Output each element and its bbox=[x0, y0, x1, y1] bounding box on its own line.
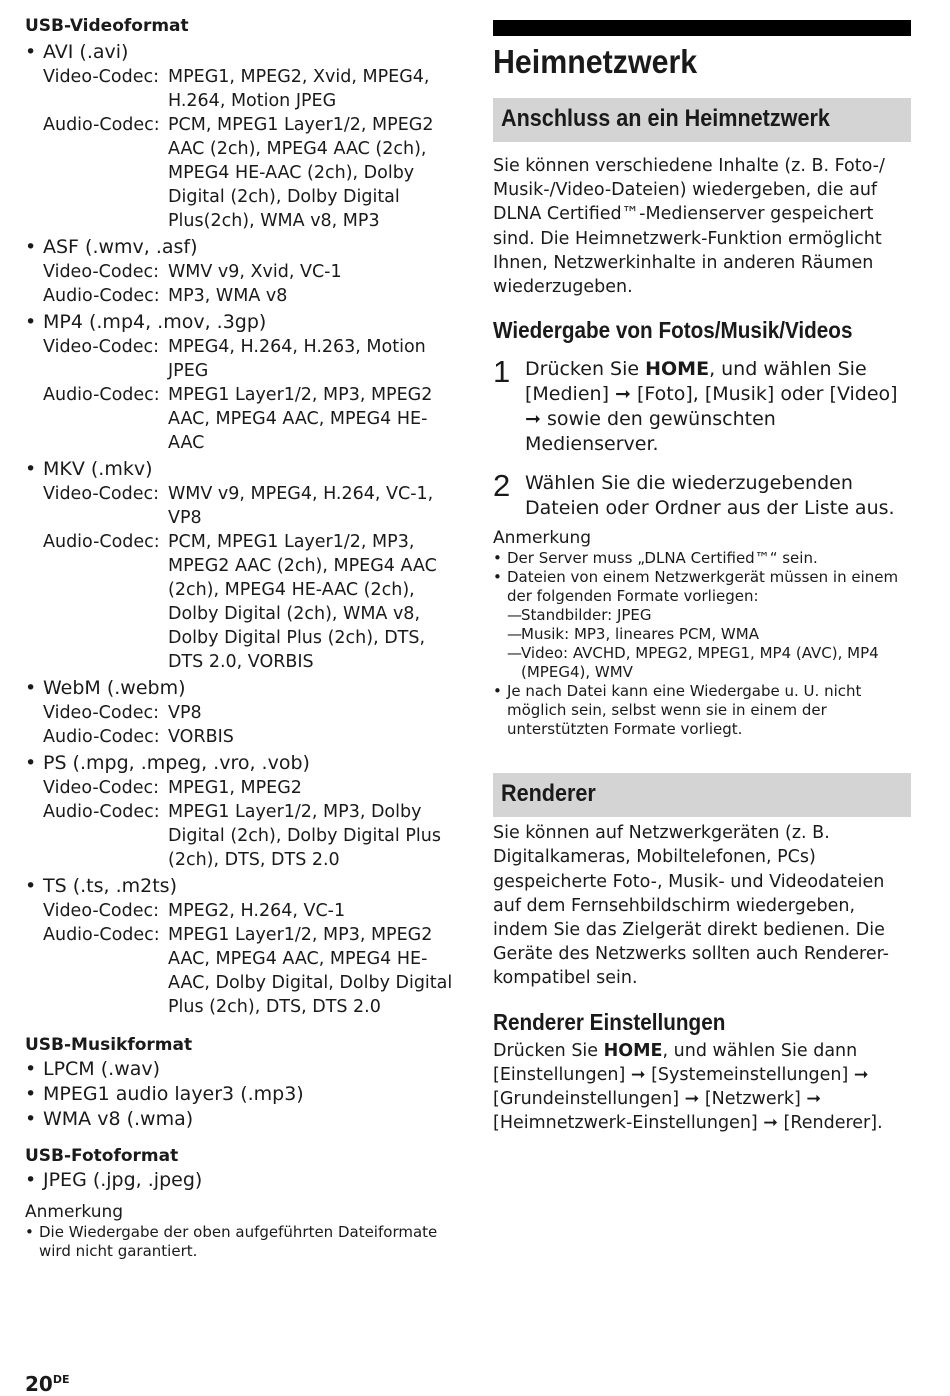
home-key-label: HOME bbox=[645, 358, 710, 381]
music-format-item: • MPEG1 audio layer3 (.mp3) bbox=[25, 1082, 455, 1107]
right-column bbox=[493, 20, 911, 1135]
codec-row bbox=[25, 800, 455, 872]
subsection-heading-playback bbox=[493, 315, 911, 345]
note-item: • Dateien von einem Netzwerkgerät müssen in einem der folgenden Formate vorliegen: bbox=[493, 568, 911, 606]
video-format-item: • AVI (.avi) bbox=[25, 40, 455, 65]
codec-value: WMV v9, Xvid, VC-1 bbox=[168, 262, 342, 282]
section-heading-home-network bbox=[493, 98, 911, 142]
codec-label: Video-Codec: bbox=[43, 67, 159, 87]
music-format-item: • WMA v8 (.wma) bbox=[25, 1107, 455, 1132]
video-format-item: • MP4 (.mp4, .mov, .3gp) bbox=[25, 310, 455, 335]
codec-value: MPEG2, H.264, VC-1 bbox=[168, 901, 346, 921]
step-1 bbox=[493, 354, 911, 457]
codec-value: MPEG1 Layer1/2, MP3, MPEG2 AAC, MPEG4 AAC, MPEG4 HE-AAC, Dolby Digital, Dolby Digital Plus (2ch), DTS, DTS 2.0 bbox=[168, 925, 453, 1017]
codec-value: MPEG1, MPEG2, Xvid, MPEG4, H.264, Motion JPEG bbox=[168, 67, 430, 111]
codec-label: Video-Codec: bbox=[43, 703, 159, 723]
step-text: Wählen Sie die wiederzugebenden Dateien oder Ordner aus der Liste aus. bbox=[525, 472, 895, 520]
codec-label: Video-Codec: bbox=[43, 484, 159, 504]
codec-value: MPEG1 Layer1/2, MP3, MPEG2 AAC, MPEG4 AAC, MPEG4 HE-AAC bbox=[168, 385, 433, 453]
note-subitem: — Video: AVCHD, MPEG2, MPEG1, MP4 (AVC), MP4 (MPEG4), WMV bbox=[507, 644, 879, 682]
photo-format-item: • JPEG (.jpg, .jpeg) bbox=[25, 1168, 455, 1193]
note-heading: Anmerkung bbox=[493, 528, 592, 549]
music-format-heading: USB-Musikformat bbox=[25, 1035, 193, 1055]
section-heading-renderer bbox=[493, 773, 911, 817]
step-number: 2 bbox=[493, 468, 511, 504]
codec-label: Audio-Codec: bbox=[43, 115, 160, 135]
codec-row bbox=[25, 725, 455, 749]
note-item: • Je nach Datei kann eine Wiedergabe u. U. nicht möglich sein, selbst wenn sie in einem der unterstützten Formate vorliegt. bbox=[493, 682, 911, 739]
codec-row bbox=[25, 530, 455, 674]
codec-value: MPEG1, MPEG2 bbox=[168, 778, 302, 798]
page-language-suffix: DE bbox=[52, 1373, 70, 1386]
codec-value: MPEG1 Layer1/2, MP3, Dolby Digital (2ch), Dolby Digital Plus (2ch), DTS, DTS 2.0 bbox=[168, 802, 441, 870]
codec-value: MP3, WMA v8 bbox=[168, 286, 288, 306]
codec-label: Audio-Codec: bbox=[43, 385, 160, 405]
renderer-settings-text: Drücken Sie HOME, und wählen Sie dann [Einstellungen] ➞ [Systemeinstellungen] ➞ [Grundeinstellungen] ➞ [Netzwerk] ➞ [Heimnetzwerk-Einstellungen] ➞ [Renderer]. bbox=[493, 1040, 883, 1134]
video-format-item: • ASF (.wmv, .asf) bbox=[25, 235, 455, 260]
video-format-item: • WebM (.webm) bbox=[25, 676, 455, 701]
chapter-bar bbox=[493, 20, 911, 36]
codec-row bbox=[25, 776, 455, 800]
note-heading: Anmerkung bbox=[25, 1202, 124, 1222]
codec-row bbox=[25, 701, 455, 725]
photo-format-heading: USB-Fotoformat bbox=[25, 1146, 179, 1166]
subsection-title: Renderer Einstellungen bbox=[493, 1008, 726, 1035]
codec-value: PCM, MPEG1 Layer1/2, MP3, MPEG2 AAC (2ch), MPEG4 AAC (2ch), MPEG4 HE-AAC (2ch), Dolby Digital (2ch), WMA v8, Dolby Digital Plus (2ch), DTS, DTS 2.0, VORBIS bbox=[168, 532, 437, 672]
codec-row bbox=[25, 923, 455, 1019]
step-number: 1 bbox=[493, 354, 511, 390]
section-intro-text: Sie können verschiedene Inhalte (z. B. Foto-/ Musik-/Video-Dateien) wiedergeben, die auf DLNA Certified™-Medienserver gespeichert sind. Die Heimnetzwerk-Funktion ermöglicht Ihnen, Netzwerkinhalte in anderen Räumen wiederzugeben. bbox=[493, 156, 885, 298]
left-column bbox=[25, 14, 455, 1261]
renderer-text: Sie können auf Netzwerkgeräten (z. B. Digitalkameras, Mobiltelefonen, PCs) gespeicherte Foto-, Musik- und Videodateien auf dem Fernsehbildschirm wiedergeben, indem Sie das Zielgerät direkt bedienen. Die Geräte des Netzwerks sollten auch Renderer-kompatibel sein. bbox=[493, 823, 889, 989]
codec-value: VP8 bbox=[168, 703, 202, 723]
codec-label: Video-Codec: bbox=[43, 778, 159, 798]
step-2 bbox=[493, 468, 911, 521]
video-format-heading: USB-Videoformat bbox=[25, 16, 189, 36]
codec-label: Audio-Codec: bbox=[43, 727, 160, 747]
note-item: • Die Wiedergabe der oben aufgeführten Dateiformate wird nicht garantiert. bbox=[25, 1223, 455, 1261]
codec-row bbox=[25, 284, 455, 308]
subsection-heading-renderer-settings bbox=[493, 1007, 911, 1037]
music-format-item: • LPCM (.wav) bbox=[25, 1057, 455, 1082]
codec-row bbox=[25, 383, 455, 455]
page-number bbox=[25, 1372, 70, 1396]
chapter-title: Heimnetzwerk bbox=[493, 43, 698, 80]
note-subitem: — Musik: MP3, lineares PCM, WMA bbox=[507, 625, 759, 644]
step-text: Drücken Sie HOME, und wählen Sie [Medien] ➞ [Foto], [Musik] oder [Video] ➞ sowie den gewünschten Medienserver. bbox=[525, 358, 898, 456]
codec-label: Audio-Codec: bbox=[43, 532, 160, 552]
video-format-item: • TS (.ts, .m2ts) bbox=[25, 874, 455, 899]
video-format-item: • PS (.mpg, .mpeg, .vro, .vob) bbox=[25, 751, 455, 776]
codec-label: Audio-Codec: bbox=[43, 802, 160, 822]
codec-row bbox=[25, 335, 455, 383]
codec-label: Video-Codec: bbox=[43, 337, 159, 357]
section-title: Renderer bbox=[501, 780, 596, 808]
codec-label: Audio-Codec: bbox=[43, 286, 160, 306]
codec-row bbox=[25, 482, 455, 530]
codec-value: PCM, MPEG1 Layer1/2, MPEG2 AAC (2ch), MPEG4 AAC (2ch), MPEG4 HE-AAC (2ch), Dolby Digital (2ch), Dolby Digital Plus(2ch), WMA v8, MP3 bbox=[168, 115, 434, 231]
page-number-value: 20 bbox=[25, 1372, 53, 1396]
codec-value: VORBIS bbox=[168, 727, 234, 747]
codec-value: WMV v9, MPEG4, H.264, VC-1, VP8 bbox=[168, 484, 434, 528]
codec-row bbox=[25, 260, 455, 284]
video-format-list bbox=[25, 40, 455, 1019]
video-format-item: • MKV (.mkv) bbox=[25, 457, 455, 482]
home-key-label: HOME bbox=[603, 1040, 663, 1061]
codec-label: Video-Codec: bbox=[43, 901, 159, 921]
subsection-title: Wiedergabe von Fotos/Musik/Videos bbox=[493, 317, 853, 344]
codec-row bbox=[25, 899, 455, 923]
codec-row bbox=[25, 65, 455, 113]
codec-label: Audio-Codec: bbox=[43, 925, 160, 945]
codec-row bbox=[25, 113, 455, 233]
section-title: Anschluss an ein Heimnetzwerk bbox=[501, 105, 830, 132]
note-item: • Der Server muss „DLNA Certified™“ sein. bbox=[493, 549, 911, 568]
codec-label: Video-Codec: bbox=[43, 262, 159, 282]
codec-value: MPEG4, H.264, H.263, Motion JPEG bbox=[168, 337, 426, 381]
note-subitem: — Standbilder: JPEG bbox=[507, 606, 652, 625]
